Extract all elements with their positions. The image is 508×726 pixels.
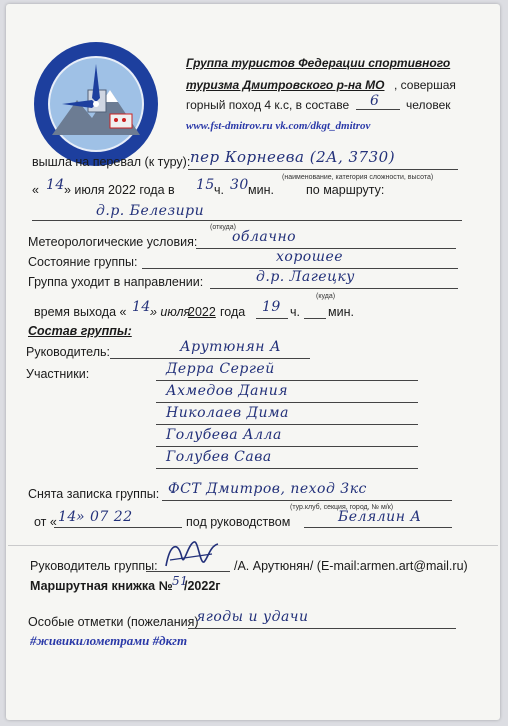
pass-line [188,169,458,170]
arrival-minutes: 30 [230,177,249,193]
special-marks-line [188,628,456,629]
departure-hour: 19 [262,299,281,315]
weather-label: Метеорологические условия: [28,235,198,249]
under-leadership-value: Белялин А [338,509,422,525]
direction-hint: (куда) [316,293,336,300]
route-from-line [32,220,462,221]
pass-hint: (наименование, категория сложности, высота) [282,174,434,181]
group-leader-label: Руководитель группы: [30,559,158,573]
special-marks-label: Особые отметки (пожелания) [28,615,199,629]
member-line [156,446,418,447]
composition-title: Состав группы: [28,324,132,338]
arrival-text: » июля 2022 года в [64,183,175,197]
note-taken-hint: (тур.клуб, секция, город, № м/к) [290,504,394,511]
departure-day: 14 [132,299,151,315]
member-line [156,380,418,381]
member-line [156,402,418,403]
header-title-line2-suffix: , совершая [394,78,456,92]
departure-minutes-line [304,318,326,319]
note-date-day: 14 [58,509,77,525]
signature-line [146,571,230,572]
arrival-day: 14 [46,177,65,193]
trip-description-suffix: человек [406,98,451,112]
leader-label: Руководитель: [26,345,111,359]
route-label: по маршруту: [306,183,385,197]
group-size-value: 6 [370,93,380,109]
federation-emblem-icon [32,40,160,168]
departure-hour-unit: ч. [290,305,300,319]
route-book-number: 51 [172,574,189,588]
direction-label: Группа уходит в направлении: [28,275,204,289]
direction-line [210,288,458,289]
departure-hour-line [256,318,288,319]
member-item: Голубева Алла [166,427,282,443]
pass-value: пер Корнеева (2А, 3730) [190,148,396,166]
note-date-line [54,527,182,528]
note-taken-line [162,500,452,501]
arrival-hour: 15 [196,177,215,193]
group-size-line [356,109,400,110]
leader-value: Арутюнян А [180,339,282,355]
departure-label: время выхода « [34,305,127,319]
header-title-line2: туризма Дмитровского р-на МО [186,78,385,92]
note-taken-value: ФСТ Дмитров, пеход 3кс [168,481,367,497]
direction-value: д.р. Лагецку [256,269,355,285]
route-book-year: /2022г [184,579,221,593]
note-date-label: от « [34,515,57,529]
note-date-rest: » 07 22 [76,509,133,525]
departure-minutes-unit: мин. [328,305,354,319]
member-line [156,468,418,469]
leader-line [110,358,310,359]
member-item: Дерра Сергей [166,361,275,377]
member-line [156,424,418,425]
header-title-line1: Группа туристов Федерации спортивного [186,56,451,70]
website-links: www.fst-dmitrov.ru vk.com/dkgt_dmitrov [186,120,371,132]
member-item: Николаев Дима [166,405,290,421]
departure-year: 2022 [188,305,216,319]
under-leadership-line [304,527,452,528]
route-from-hint: (откуда) [210,224,236,231]
group-leader-name: /А. Арутюнян/ (E-mail:armen.art@mail.ru) [234,559,468,573]
arrival-minutes-unit: мин. [248,183,274,197]
arrival-hour-unit: ч. [214,183,224,197]
state-value: хорошее [276,249,344,265]
route-book-label: Маршрутная книжка № [30,579,173,593]
note-taken-label: Снята записка группы: [28,487,160,501]
member-item: Ахмедов Дания [166,383,289,399]
weather-value: облачно [232,229,297,245]
members-label: Участники: [26,367,90,381]
under-leadership-label: под руководством [186,515,291,529]
departure-year-suffix: года [220,305,246,319]
signature-icon [160,536,224,572]
departure-month: » июля [150,305,191,319]
special-marks-value: ягоды и удачи [196,609,309,625]
arrival-quote-open: « [32,183,39,197]
trip-description: горный поход 4 к.с, в составе [186,98,350,112]
route-from-value: д.р. Белезири [96,203,205,219]
member-item: Голубев Сава [166,449,272,465]
paper-fold [8,545,498,546]
pass-label: вышла на перевал (к туру): [32,155,191,169]
hashtag-text: #живикилометрами #дкгт [30,633,188,648]
state-label: Состояние группы: [28,255,138,269]
